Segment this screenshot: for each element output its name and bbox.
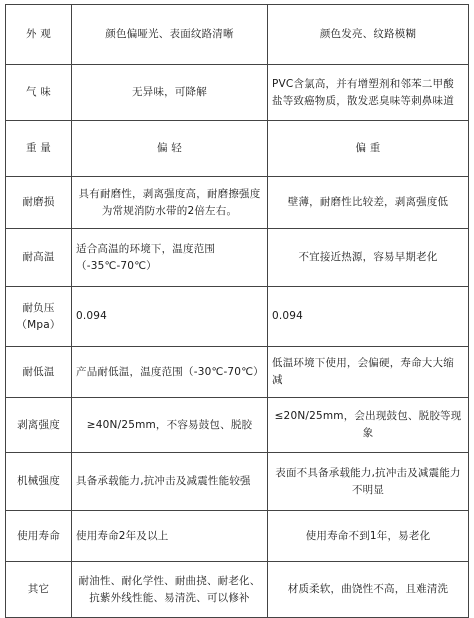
row-label: 耐负压（Mpa）: [6, 287, 72, 347]
table-row: [6, 65, 469, 121]
right-cell: PVC含氯高，并有增塑剂和邻苯二甲酸盐等致癌物质，散发恶臭味等刺鼻味道: [268, 65, 469, 121]
row-label: 耐高温: [6, 229, 72, 287]
row-label: 外 观: [6, 5, 72, 65]
table-row: [6, 229, 469, 287]
comparison-table: [5, 4, 469, 618]
left-cell: 无异味，可降解: [72, 65, 268, 121]
left-cell: 0.094: [72, 287, 268, 347]
right-cell: 使用寿命不到1年，易老化: [268, 511, 469, 562]
right-cell: 低温环境下使用，会偏硬，寿命大大缩减: [268, 347, 469, 398]
left-cell: 使用寿命2年及以上: [72, 511, 268, 562]
right-cell: 颜色发亮、纹路模糊: [268, 5, 469, 65]
row-label: 耐低温: [6, 347, 72, 398]
table-row: [6, 121, 469, 177]
row-label: 重 量: [6, 121, 72, 177]
left-cell: 产品耐低温，温度范围（-30℃-70℃）: [72, 347, 268, 398]
left-cell: 适合高温的环境下，温度范围（-35℃-70℃）: [72, 229, 268, 287]
right-cell: 不宜接近热源，容易早期老化: [268, 229, 469, 287]
right-cell: 材质柔软，曲饶性不高，且难清洗: [268, 562, 469, 618]
left-cell: 颜色偏哑光、表面纹路清晰: [72, 5, 268, 65]
row-label: 使用寿命: [6, 511, 72, 562]
row-label: 其它: [6, 562, 72, 618]
right-cell: 表面不具备承载能力,抗冲击及减震能力不明显: [268, 453, 469, 511]
right-cell: 壁薄，耐磨性比较差，剥离强度低: [268, 177, 469, 229]
table-row: [6, 398, 469, 453]
row-label: 机械强度: [6, 453, 72, 511]
right-cell: 0.094: [268, 287, 469, 347]
left-cell: 具有耐磨性，剥离强度高，耐磨擦强度为常规消防水带的2倍左右。: [72, 177, 268, 229]
left-cell: 偏 轻: [72, 121, 268, 177]
left-cell: 具备承载能力,抗冲击及减震性能较强: [72, 453, 268, 511]
row-label: 耐磨损: [6, 177, 72, 229]
row-label: 气 味: [6, 65, 72, 121]
left-cell: 耐油性、耐化学性、耐曲挠、耐老化、抗紫外线性能、易清洗、可以修补: [72, 562, 268, 618]
table-row: [6, 347, 469, 398]
table-row: [6, 511, 469, 562]
table-row: [6, 562, 469, 618]
table-row: [6, 5, 469, 65]
right-cell: 偏 重: [268, 121, 469, 177]
table-row: [6, 287, 469, 347]
left-cell: ≥40N/25mm，不容易鼓包、脱胶: [72, 398, 268, 453]
row-label: 剥离强度: [6, 398, 72, 453]
table-row: [6, 177, 469, 229]
table-row: [6, 453, 469, 511]
right-cell: ≤20N/25mm，会出现鼓包、脱胶等现象: [268, 398, 469, 453]
